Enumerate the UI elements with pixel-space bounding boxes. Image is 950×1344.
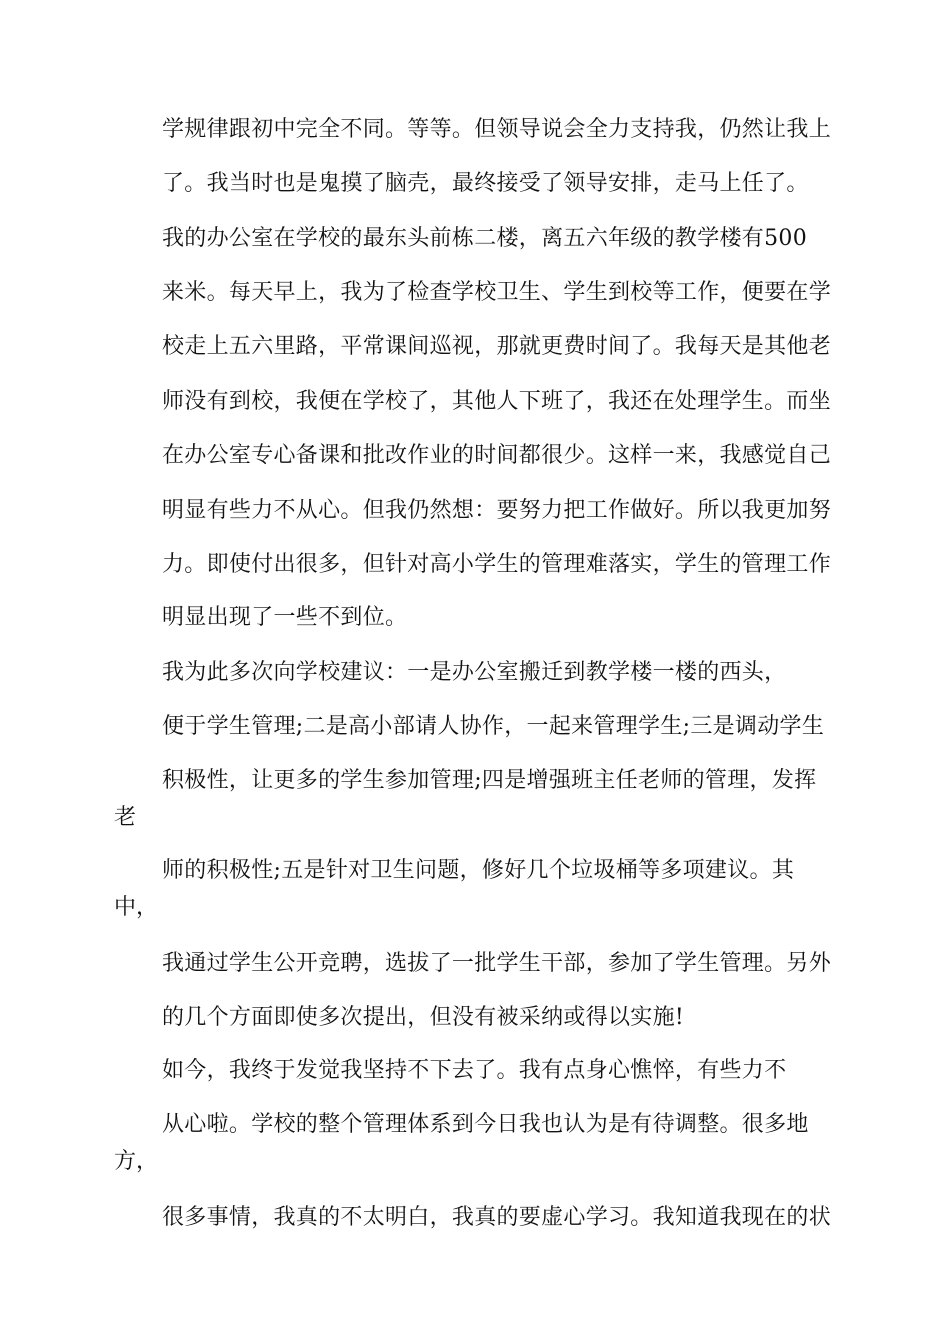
text-line: 在办公室专心备课和批改作业的时间都很少。这样一来，我感觉自己 [162, 443, 832, 468]
text-line: 我通过学生公开竞聘，选拔了一批学生干部，参加了学生管理。另外 [162, 951, 832, 976]
text-line: 我为此多次向学校建议：一是办公室搬迁到教学楼一楼的西头， [162, 660, 787, 685]
text-line: 从心啦。学校的整个管理体系到今日我也认为是有待调整。很多地 [162, 1112, 809, 1137]
text-line: 明显有些力不从心。但我仍然想：要努力把工作做好。所以我更加努 [162, 498, 832, 523]
text-line: 校走上五六里路，平常课间巡视，那就更费时间了。我每天是其他老 [162, 334, 832, 359]
text-line-wrap: 老 [114, 805, 137, 830]
text-line-wrap: 方， [114, 1149, 159, 1174]
text-line: 了。我当时也是鬼摸了脑壳，最终接受了领导安排，走马上任了。 [162, 171, 809, 196]
text-line: 明显出现了一些不到位。 [162, 605, 408, 630]
text-line: 很多事情，我真的不太明白，我真的要虚心学习。我知道我现在的状 [162, 1205, 832, 1230]
text-line: 积极性，让更多的学生参加管理;四是增强班主任老师的管理，发挥 [162, 768, 817, 793]
text-line: 我的办公室在学校的最东头前栋二楼，离五六年级的教学楼有500 [162, 226, 807, 251]
text-line: 师的积极性;五是针对卫生问题，修好几个垃圾桶等多项建议。其 [162, 858, 795, 883]
text-line: 便于学生管理;二是高小部请人协作，一起来管理学生;三是调动学生 [162, 714, 825, 739]
text-line: 力。即使付出很多，但针对高小学生的管理难落实，学生的管理工作 [162, 552, 832, 577]
text-line: 如今，我终于发觉我坚持不下去了。我有点身心憔悴，有些力不 [162, 1058, 787, 1083]
text-line-wrap: 中， [114, 895, 159, 920]
text-line: 来米。每天早上，我为了检查学校卫生、学生到校等工作，便要在学 [162, 280, 832, 305]
text-line: 师没有到校，我便在学校了，其他人下班了，我还在处理学生。而坐 [162, 389, 832, 414]
text-line: 的几个方面即使多次提出，但没有被采纳或得以实施! [162, 1005, 685, 1030]
text-line: 学规律跟初中完全不同。等等。但领导说会全力支持我，仍然让我上 [162, 117, 832, 142]
